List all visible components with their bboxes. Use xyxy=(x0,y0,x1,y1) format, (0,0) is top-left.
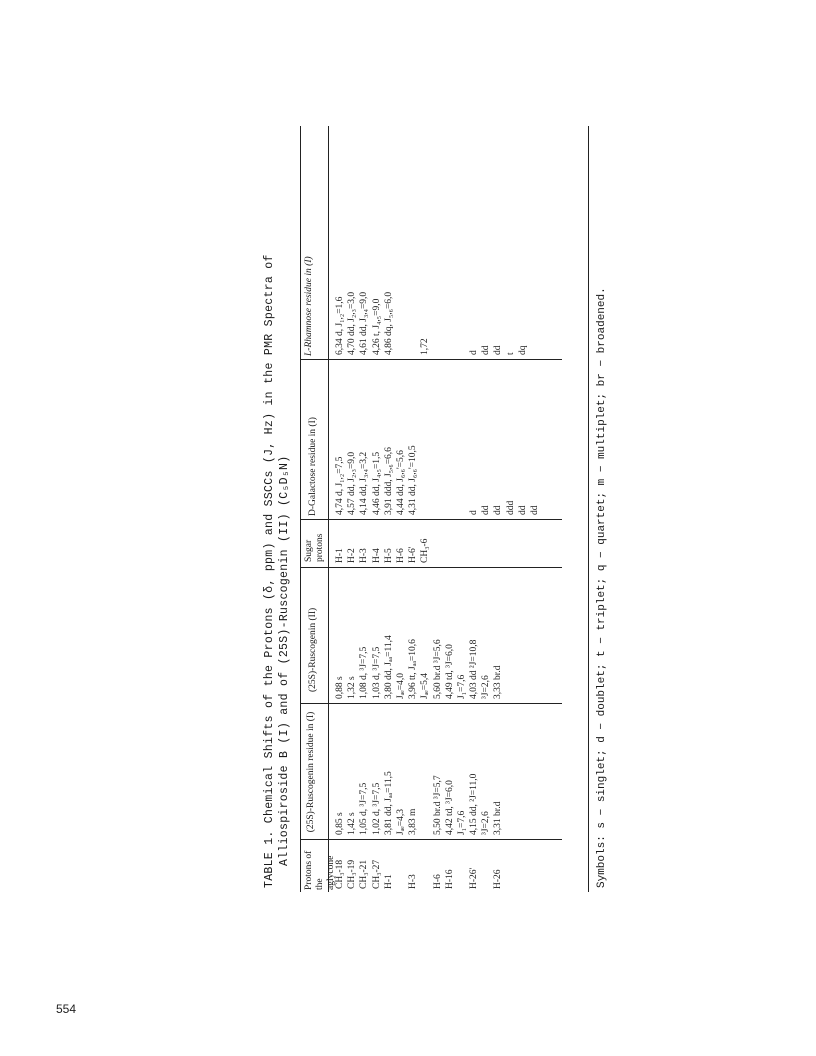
table-cell xyxy=(444,445,456,515)
page-number: 554 xyxy=(56,1002,77,1016)
header-rule xyxy=(328,126,329,892)
column-protons-aglycone xyxy=(334,860,505,889)
table-cell: 3,80 dd, Jₐₐ=11,4 xyxy=(383,635,394,699)
table-cell: 4,70 dd, J₂,₃=3,0 xyxy=(347,291,358,355)
table-cell: 1,05 d, ³J=7,5 xyxy=(359,782,370,835)
table-cell: dd xyxy=(530,505,540,515)
table-cell: CH₃-19 xyxy=(347,859,358,889)
table-cell xyxy=(444,292,456,355)
table-cell xyxy=(395,292,407,355)
table-cell: 4,86 dq, J₅,₆=6,0 xyxy=(383,291,394,355)
header-galactose: D-Galactose residue in (I) xyxy=(308,417,318,516)
table-cell xyxy=(480,860,492,889)
table-cell: 4,49 td, ³J=6,0 xyxy=(444,644,455,699)
table-cell: ³J=2,6 xyxy=(481,811,492,835)
table-cell: 1,02 d, ³J=7,5 xyxy=(371,782,382,835)
table-caption xyxy=(262,128,292,888)
header-sugar-protons: Sugar protons xyxy=(304,533,325,562)
bottom-rule xyxy=(588,126,589,892)
column-ruscogenin-residue xyxy=(334,771,505,835)
table-cell: 1,42 s xyxy=(347,812,358,835)
table-cell: 4,57 dd, J₂,₃=9,0 xyxy=(347,451,358,515)
table-cell: 4,15 dd, ²J=11,0 xyxy=(469,773,480,835)
column-sugar-protons xyxy=(334,539,432,563)
table-cell: 4,42 td, ³J=6,0 xyxy=(444,780,455,835)
table-cell: 4,31 dd, J₆,₆'=10,5 xyxy=(408,445,419,515)
table-cell: dd xyxy=(493,505,504,515)
table-cell: 4,03 dd ²J=10,8 xyxy=(469,639,480,699)
table-cell: Jₐₑ=4,3 xyxy=(395,809,406,835)
header-ruscogenin-residue: (25S)-Ruscogenin residue in (I) xyxy=(306,711,316,833)
table-cell xyxy=(456,860,468,889)
table-cell: 4,74 d, J₁,₂=7,5 xyxy=(335,456,345,515)
table-cell: H-2 xyxy=(347,548,358,563)
table-cell: d xyxy=(469,350,480,355)
caption-line-1: TABLE 1. Chemical Shifts of the Protons (δ, ppm) and SSCCs (J, Hz) in the PMR Spectra of xyxy=(263,254,276,888)
table-cell: dd xyxy=(517,505,528,515)
top-rule xyxy=(300,126,301,892)
table-cell: 1,72 xyxy=(420,338,431,355)
table-cell: H-3 xyxy=(359,548,370,563)
table-cell: 3,83 m xyxy=(408,808,419,835)
table-cell xyxy=(407,292,419,355)
table-cell: H-5 xyxy=(383,548,394,563)
table-cell: 4,44 dd, J₆,₆'=5,6 xyxy=(395,450,406,515)
table-cell: 4,46 dd, J₄,₅=1,5 xyxy=(371,451,382,515)
column-galactose xyxy=(334,445,541,515)
table-cell: H-26' xyxy=(469,867,480,889)
table-cell: H-6 xyxy=(432,874,443,889)
table-cell: 4,14 dd, J₃,₄=3,2 xyxy=(359,451,370,515)
table-cell: J₁=7,6 xyxy=(456,674,467,699)
table-cell: 3,81 dd, Jₐₐ=11,5 xyxy=(383,771,394,835)
table-cell: 1,32 s xyxy=(347,676,358,699)
table-cell: H-3 xyxy=(408,874,419,889)
table-cell: H-6' xyxy=(408,546,419,563)
column-rhamnose xyxy=(334,292,529,355)
header-ruscogenin-II: (25S)-Ruscogenin (II) xyxy=(308,607,318,692)
table-cell: dq xyxy=(517,345,528,355)
caption-line-2: Alliospiroside B (I) and of (25S)-Ruscogenin (II) (C₅D₅N) xyxy=(278,455,291,866)
table-cell: 6,34 d, J₁,₂=1,6 xyxy=(335,296,345,355)
table-cell xyxy=(432,292,444,355)
table-cell: H-16 xyxy=(444,869,455,889)
column-ruscogenin-II xyxy=(334,635,505,699)
table-cell: 1,08 d, ³J=7,5 xyxy=(359,646,370,699)
table-cell: J₁=7,6 xyxy=(456,810,467,835)
table-cell: H-1 xyxy=(335,548,345,563)
table-cell: t xyxy=(505,352,516,355)
table-cell: 3,96 tt, Jₐₐ=10,6 xyxy=(408,639,419,699)
col-divider-3 xyxy=(300,567,562,568)
table-cell: 3,91 ddd, J₅,₆=6,6 xyxy=(383,447,394,515)
table-cell: H-6 xyxy=(395,548,406,563)
table-cell: ³J=2,6 xyxy=(481,675,492,699)
table-cell xyxy=(395,860,407,889)
table-cell xyxy=(456,292,468,355)
table-cell: dd xyxy=(493,345,504,355)
table-cell: 4,61 dd, J₃,₄=9,0 xyxy=(359,291,370,355)
table-cell: dd xyxy=(481,345,492,355)
header-protons-aglycone: Protons of the aglycone xyxy=(304,850,336,890)
table-cell: 5,60 br.d ³J=5,6 xyxy=(432,639,443,699)
table-cell: CH₃-6 xyxy=(420,538,431,563)
table-cell: 4,26 t, J₄,₅=9,0 xyxy=(371,298,382,355)
col-divider-1 xyxy=(300,839,562,840)
table-cell: 3,31 br.d xyxy=(493,801,504,835)
table-cell: ddd xyxy=(505,500,516,515)
table-cell: CH₃-21 xyxy=(359,859,370,889)
table-cell: H-4 xyxy=(371,548,382,563)
table-cell: H-1 xyxy=(383,874,394,889)
col-divider-4 xyxy=(300,519,562,520)
header-rhamnose: L-Rhamnose residue in (I) xyxy=(304,256,314,356)
table-cell: CH₃-27 xyxy=(371,859,382,889)
table-cell: 0,85 s xyxy=(335,812,345,835)
table-cell: 0,88 s xyxy=(335,676,345,699)
table-cell: dd xyxy=(481,505,492,515)
table-cell: Jₐₑ=5,4 xyxy=(420,673,431,699)
table-cell: CH₃-18 xyxy=(335,859,345,889)
col-divider-2 xyxy=(300,703,562,704)
table-cell: 3,33 br.d xyxy=(493,665,504,699)
table-cell: H-26 xyxy=(493,869,504,889)
table-cell xyxy=(432,445,444,515)
table-cell xyxy=(456,445,468,515)
symbols-legend: Symbols: s − singlet; d − doublet; t − triplet; q − quartet; m − multiplet; br − broadened. xyxy=(596,287,608,888)
rotated-table-block xyxy=(262,126,622,892)
table-cell xyxy=(419,445,431,515)
table-cell: d xyxy=(469,510,480,515)
table-cell: Jₐₑ=4,0 xyxy=(395,673,406,699)
table-cell xyxy=(419,860,431,889)
table-cell: 1,03 d, ³J=7,5 xyxy=(371,646,382,699)
table-cell: 5,50 br.d ³J=5,7 xyxy=(432,775,443,835)
table-cell xyxy=(419,771,431,835)
col-divider-5 xyxy=(300,359,562,360)
